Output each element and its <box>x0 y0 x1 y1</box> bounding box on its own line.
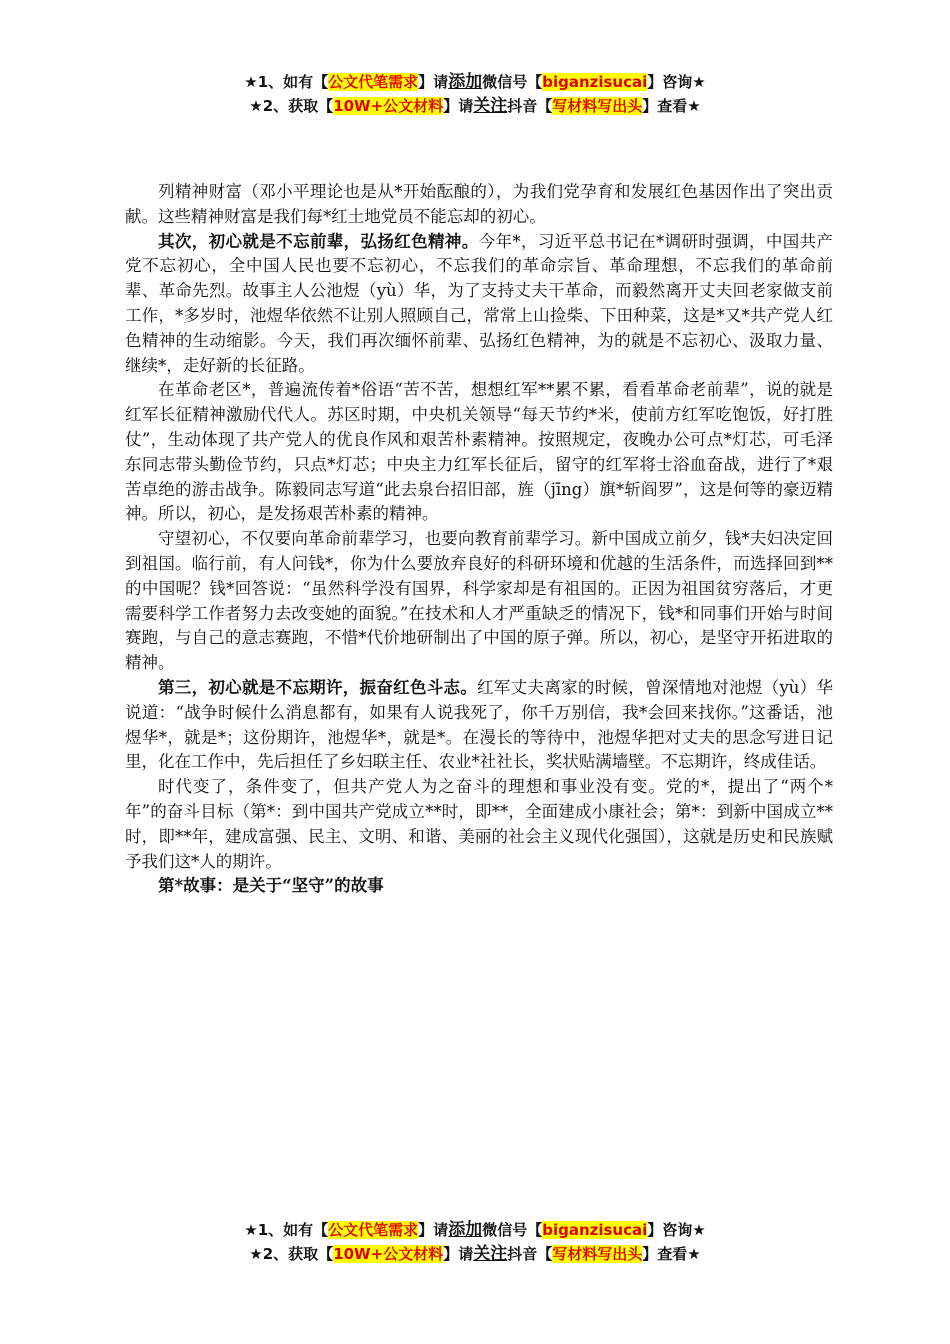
banner-text: 】查看★ <box>642 97 701 115</box>
paragraph-text: 时代变了，条件变了，但共产党人为之奋斗的理想和事业没有变。党的*，提出了“两个*年”的奋斗目标（第*：到中国共产党成立**时，即**，全面建成小康社会；第*：到新中国成立**时，即**年，建成富强、民主、文明、和谐、美丽的社会主义现代化强国），这就是历史和民族赋予我们这*人的期许。 <box>125 777 833 871</box>
banner-text: ★2、获取【 <box>249 1245 334 1263</box>
douyin-id-highlight: 写材料写出头 <box>552 1245 643 1263</box>
section-heading: 第*故事：是关于“坚守”的故事 <box>158 876 384 896</box>
underlined-text: 关注 <box>473 96 508 116</box>
banner-text: 】请 <box>443 1245 474 1263</box>
paragraph-heading: 其次，初心就是不忘前辈，弘扬红色精神。 <box>158 231 479 251</box>
paragraph <box>125 775 833 874</box>
paragraph-heading: 第三，初心就是不忘期许，振奋红色斗志。 <box>158 677 478 697</box>
paragraph-text: 在革命老区*，普遍流传着*俗语“苦不苦，想想红军**累不累，看看革命老前辈”，说的就是红军长征精神激励代代人。苏区时期，中央机关领导“每天节约*米，使前方红军吃饱饭，好打胜仗”，生动体现了共产党人的优良作风和艰苦朴素精神。按照规定，夜晚办公可点*灯芯，可毛泽东同志带头勤俭节约，只点*灯芯；中央主力红军长征后，留守的红军将士浴血奋战，进行了*艰苦卓绝的游击战争。陈毅同志写道“此去泉台招旧部，旌（jīng）旗*斩阎罗”，这是何等的豪迈精神。所以，初心，是发扬艰苦朴素的精神。 <box>125 380 833 524</box>
wechat-id-highlight: biganzisucai <box>542 73 648 91</box>
highlight-text: 公文代笔需求 <box>328 73 419 91</box>
banner-text: 抖音【 <box>507 1245 553 1263</box>
banner-text: 微信号【 <box>482 1221 543 1239</box>
paragraph <box>125 378 833 527</box>
banner-text: 】咨询★ <box>647 73 706 91</box>
paragraph <box>125 527 833 676</box>
paragraph-text: 列精神财富（邓小平理论也是从*开始酝酿的），为我们党孕育和发展红色基因作出了突出贡献。这些精神财富是我们每*红土地党员不能忘却的初心。 <box>125 182 833 226</box>
header-banner <box>0 70 950 118</box>
banner-line-1 <box>0 70 950 94</box>
paragraph-text: 红军丈夫离家的时候，曾深情地对池煜（yù）华说道：“战争时候什么消息都有，如果有人说我死了，你千万别信，我*会回来找你。”这番话，池煜华*，就是*；这份期许，池煜华*，就是*。在漫长的等待中，池煜华把对丈夫的思念写进日记里，化在工作中，先后担任了乡妇联主任、农业*社社长，奖状贴满墙壁。不忘期许，终成佳话。 <box>125 677 834 772</box>
document-body <box>125 180 833 899</box>
underlined-text: 添加 <box>448 1220 483 1240</box>
paragraph <box>125 874 833 899</box>
banner-text: 微信号【 <box>482 73 543 91</box>
highlight-text: 公文代笔需求 <box>328 1221 419 1239</box>
banner-text: ★2、获取【 <box>249 97 334 115</box>
banner-line-1 <box>0 1218 950 1242</box>
paragraph <box>125 180 833 230</box>
footer-banner <box>0 1218 950 1266</box>
banner-text: ★1、如有【 <box>244 1221 329 1239</box>
banner-text: 】请 <box>418 1221 449 1239</box>
wechat-id-highlight: biganzisucai <box>542 1221 648 1239</box>
paragraph <box>125 230 833 379</box>
paragraph-text: 今年*，习近平总书记在*调研时强调，中国共产党不忘初心，全中国人民也要不忘初心，不忘我们的革命宗旨、革命理想，不忘我们的革命前辈、革命先烈。故事主人公池煜（yù）华，为了支持丈夫干革命，而毅然离开丈夫回老家做支前工作，*多岁时，池煜华依然不让别人照顾自己，常常上山捡柴、下田种菜，这是*又*共产党人红色精神的生动缩影。今天，我们再次缅怀前辈、弘扬红色精神，为的就是不忘初心、汲取力量、继续*，走好新的长征路。 <box>125 231 833 375</box>
banner-text: 】查看★ <box>642 1245 701 1263</box>
banner-line-2 <box>0 94 950 118</box>
douyin-id-highlight: 写材料写出头 <box>552 97 643 115</box>
paragraph-text: 守望初心，不仅要向革命前辈学习，也要向教育前辈学习。新中国成立前夕，钱*夫妇决定回到祖国。临行前，有人问钱*，你为什么要放弃良好的科研环境和优越的生活条件，而选择回到**的中国呢？钱*回答说：“虽然科学没有国界，科学家却是有祖国的。正因为祖国贫穷落后，才更需要科学工作者努力去改变她的面貌。”在技术和人才严重缺乏的情况下，钱*和同事们开始与时间赛跑，与自己的意志赛跑，不惜*代价地研制出了中国的原子弹。所以，初心，是坚守开拓进取的精神。 <box>125 529 833 673</box>
highlight-text: 10W+公文材料 <box>333 97 444 115</box>
banner-text: 抖音【 <box>507 97 553 115</box>
underlined-text: 关注 <box>473 1244 508 1264</box>
banner-text: 】咨询★ <box>647 1221 706 1239</box>
paragraph <box>125 676 833 775</box>
banner-text: ★1、如有【 <box>244 73 329 91</box>
highlight-text: 10W+公文材料 <box>333 1245 444 1263</box>
underlined-text: 添加 <box>448 72 483 92</box>
banner-text: 】请 <box>443 97 474 115</box>
banner-text: 】请 <box>418 73 449 91</box>
banner-line-2 <box>0 1242 950 1266</box>
